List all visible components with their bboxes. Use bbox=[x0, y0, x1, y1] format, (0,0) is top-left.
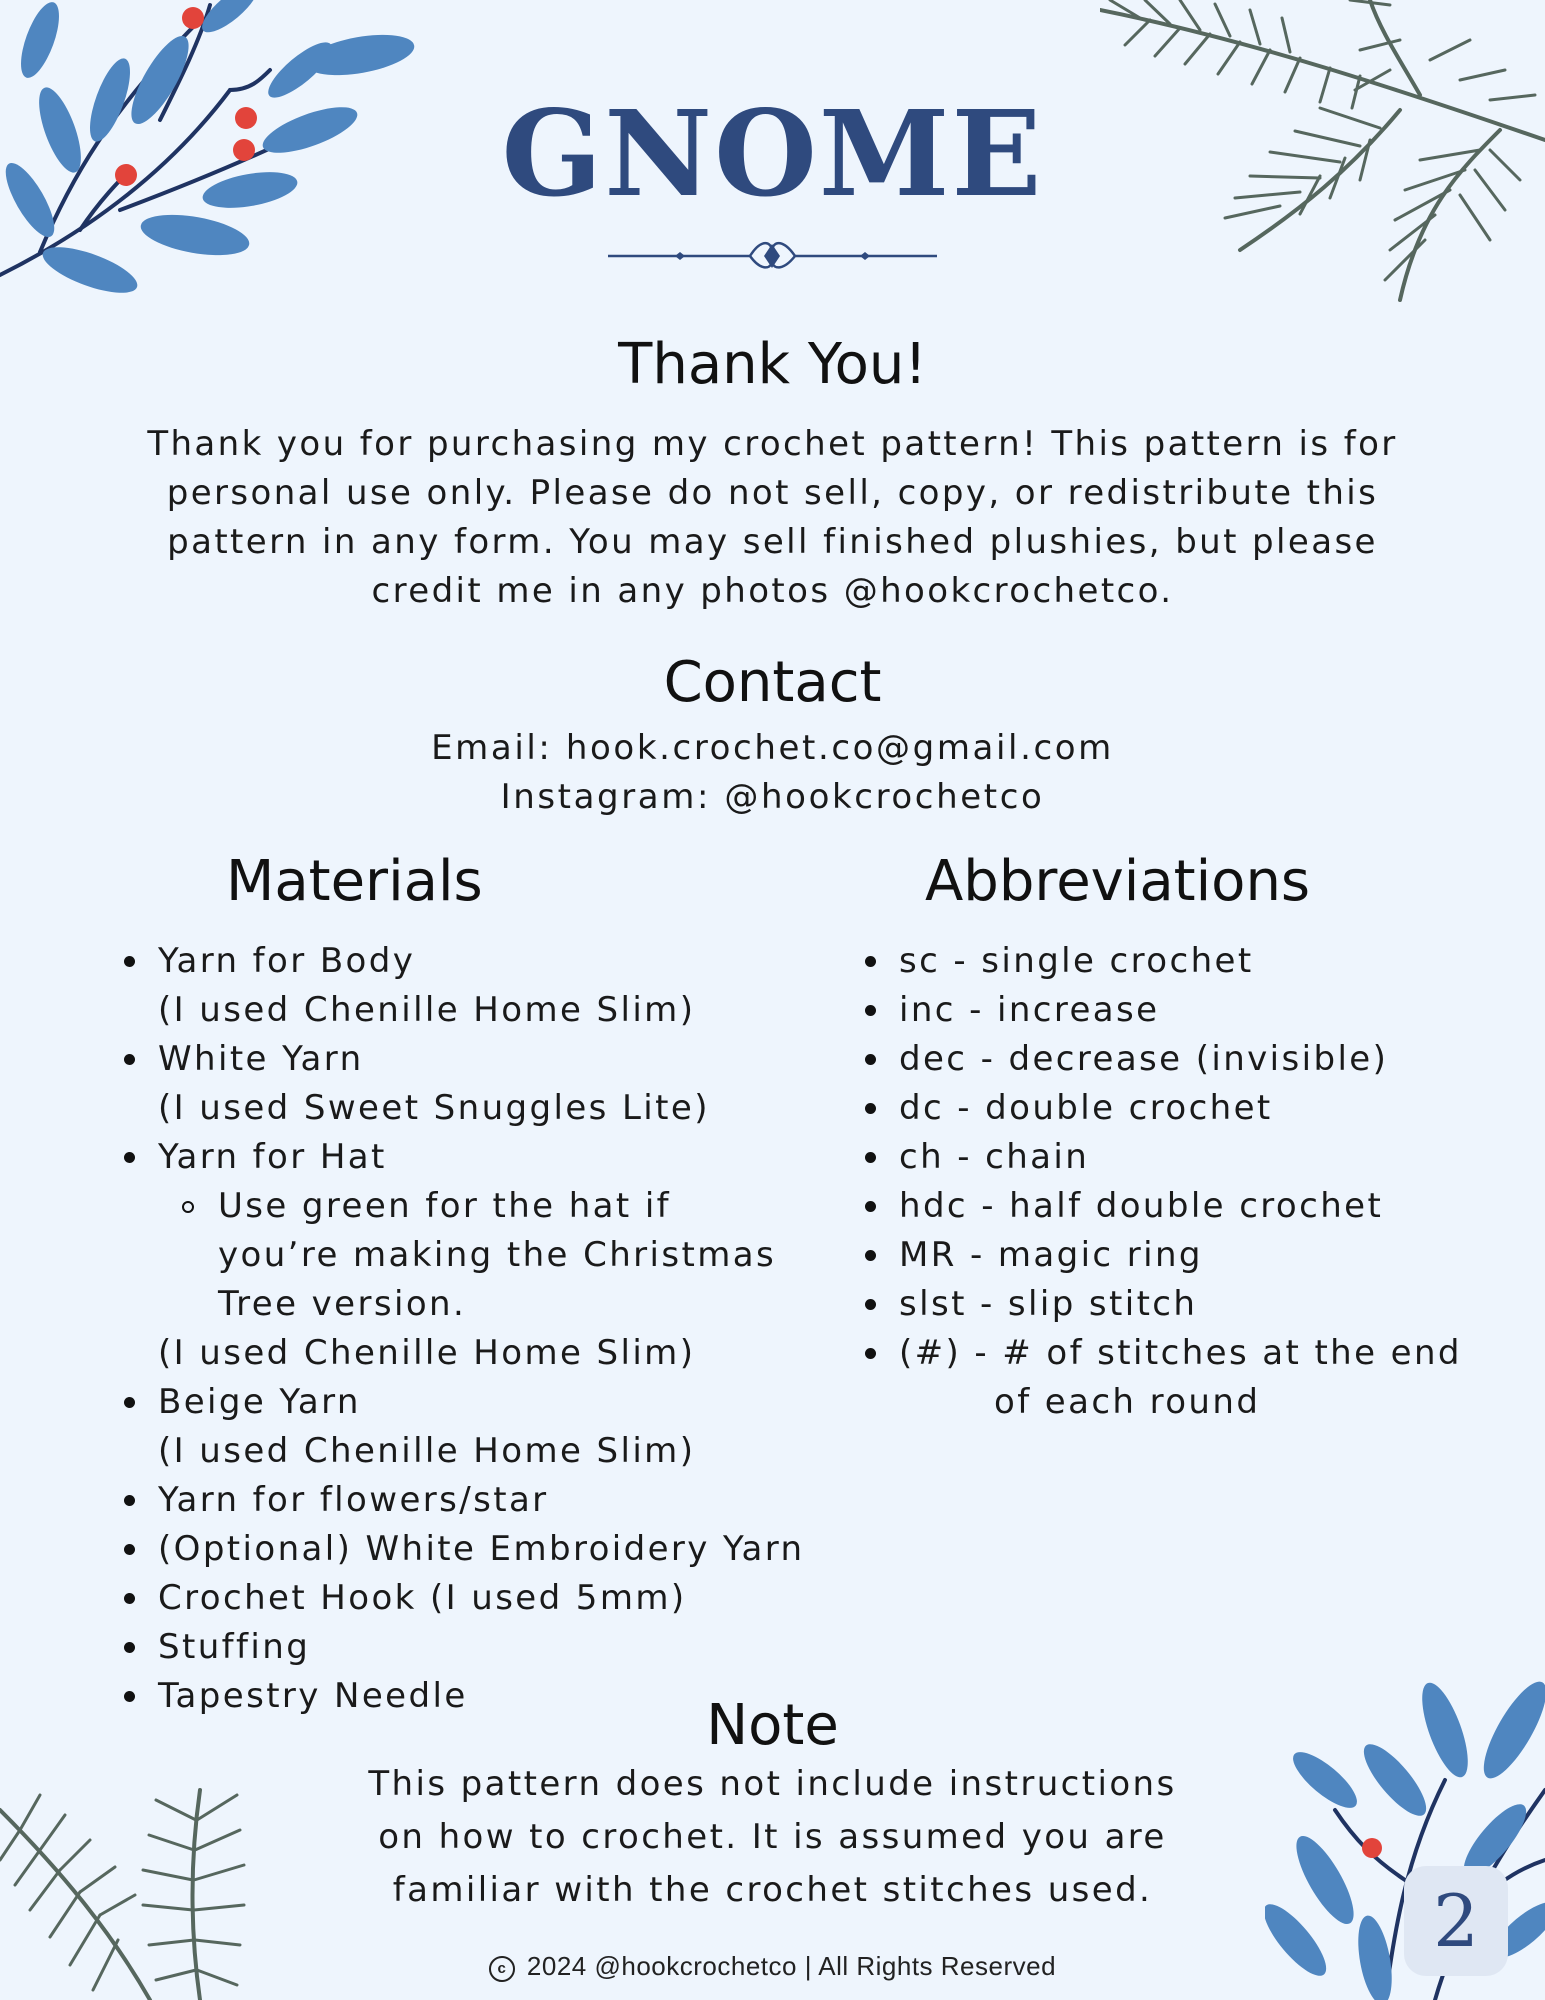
bullet-icon bbox=[865, 1152, 876, 1163]
bullet-icon bbox=[124, 1152, 135, 1163]
bullet-icon bbox=[865, 956, 876, 967]
material-label: Beige Yarn bbox=[158, 1382, 361, 1422]
material-label: Yarn for flowers/star bbox=[158, 1480, 549, 1520]
list-item bbox=[861, 1084, 1521, 1133]
contact-heading: Contact bbox=[663, 650, 882, 715]
bullet-icon bbox=[124, 956, 135, 967]
thank-you-line: Thank you for purchasing my crochet pattern! This pattern is for bbox=[147, 424, 1398, 464]
material-label: Yarn for Hat bbox=[158, 1137, 387, 1177]
contact-instagram: Instagram: @hookcrochetco bbox=[500, 777, 1045, 817]
material-label: Crochet Hook (I used 5mm) bbox=[158, 1578, 687, 1618]
material-label: Stuffing bbox=[158, 1627, 311, 1667]
note-paragraph bbox=[300, 1758, 1245, 1917]
abbreviations-list bbox=[861, 937, 1521, 1427]
list-item bbox=[861, 1133, 1521, 1182]
list-item bbox=[861, 1035, 1521, 1084]
note-line: familiar with the crochet stitches used. bbox=[392, 1870, 1153, 1910]
list-item bbox=[120, 1035, 880, 1133]
material-label: Tapestry Needle bbox=[158, 1676, 468, 1716]
bullet-icon bbox=[865, 1250, 876, 1261]
list-item bbox=[120, 1525, 880, 1574]
footer bbox=[0, 1951, 1545, 1982]
bullet-icon bbox=[124, 1593, 135, 1604]
material-subitem bbox=[158, 1182, 880, 1329]
list-item bbox=[120, 1378, 880, 1476]
footer-text: 2024 @hookcrochetco | All Rights Reserved bbox=[526, 1951, 1057, 1981]
abbreviations-heading: Abbreviations bbox=[925, 849, 1311, 914]
thank-you-line: pattern in any form. You may sell finished plushies, but please bbox=[167, 522, 1378, 562]
material-label: Yarn for Body bbox=[158, 941, 416, 981]
abbreviation-text: hdc - half double crochet bbox=[899, 1186, 1384, 1226]
materials-heading: Materials bbox=[226, 849, 483, 914]
subitem-line: you’re making the Christmas bbox=[218, 1235, 777, 1275]
bullet-icon bbox=[124, 1495, 135, 1506]
list-item bbox=[120, 1574, 880, 1623]
list-item bbox=[861, 937, 1521, 986]
abbreviation-text: (#) - # of stitches at the end bbox=[899, 1333, 1462, 1373]
abbreviation-continuation: of each round bbox=[994, 1382, 1261, 1422]
list-item bbox=[861, 1280, 1521, 1329]
abbreviation-text: slst - slip stitch bbox=[899, 1284, 1198, 1324]
bullet-icon bbox=[124, 1544, 135, 1555]
bullet-icon bbox=[865, 1054, 876, 1065]
subitem-line: Tree version. bbox=[218, 1284, 467, 1324]
list-item bbox=[120, 1476, 880, 1525]
note-line: on how to crochet. It is assumed you are bbox=[378, 1817, 1167, 1857]
abbreviation-text: dec - decrease (invisible) bbox=[899, 1039, 1389, 1079]
list-item bbox=[861, 1182, 1521, 1231]
note-line: This pattern does not include instructions bbox=[368, 1764, 1177, 1804]
bullet-icon bbox=[865, 1348, 876, 1359]
bullet-icon bbox=[865, 1005, 876, 1016]
material-note: (I used Chenille Home Slim) bbox=[158, 1333, 696, 1373]
subitem-line: Use green for the hat if bbox=[218, 1186, 672, 1226]
list-item bbox=[120, 1623, 880, 1672]
thank-you-paragraph bbox=[100, 420, 1445, 616]
thank-you-line: personal use only. Please do not sell, copy, or redistribute this bbox=[166, 473, 1379, 513]
note-heading: Note bbox=[706, 1693, 839, 1758]
bullet-icon bbox=[865, 1103, 876, 1114]
abbreviation-text: inc - increase bbox=[899, 990, 1160, 1030]
list-item bbox=[120, 937, 880, 1035]
list-item bbox=[861, 1329, 1521, 1427]
ornament-divider-icon bbox=[600, 230, 945, 280]
page-title: GNOME bbox=[501, 84, 1044, 223]
materials-list bbox=[120, 937, 880, 1721]
thank-you-line: credit me in any photos @hookcrochetco. bbox=[371, 571, 1174, 611]
abbreviation-text: MR - magic ring bbox=[899, 1235, 1203, 1275]
material-label: (Optional) White Embroidery Yarn bbox=[158, 1529, 805, 1569]
page-number-badge: 2 bbox=[1404, 1866, 1508, 1976]
copyright-icon: c bbox=[489, 1956, 515, 1982]
ring-bullet-icon bbox=[182, 1201, 194, 1213]
material-note: (I used Chenille Home Slim) bbox=[158, 1431, 696, 1471]
bullet-icon bbox=[865, 1201, 876, 1212]
abbreviation-text: ch - chain bbox=[899, 1137, 1090, 1177]
material-note: (I used Chenille Home Slim) bbox=[158, 990, 696, 1030]
list-item bbox=[861, 1231, 1521, 1280]
thank-you-heading: Thank You! bbox=[618, 332, 927, 397]
bullet-icon bbox=[865, 1299, 876, 1310]
contact-email: Email: hook.crochet.co@gmail.com bbox=[431, 728, 1114, 768]
abbreviation-text: sc - single crochet bbox=[899, 941, 1254, 981]
list-item bbox=[120, 1133, 880, 1378]
abbreviation-text: dc - double crochet bbox=[899, 1088, 1273, 1128]
material-label: White Yarn bbox=[158, 1039, 364, 1079]
list-item bbox=[861, 986, 1521, 1035]
material-note: (I used Sweet Snuggles Lite) bbox=[158, 1088, 710, 1128]
bullet-icon bbox=[124, 1054, 135, 1065]
bullet-icon bbox=[124, 1642, 135, 1653]
bullet-icon bbox=[124, 1397, 135, 1408]
